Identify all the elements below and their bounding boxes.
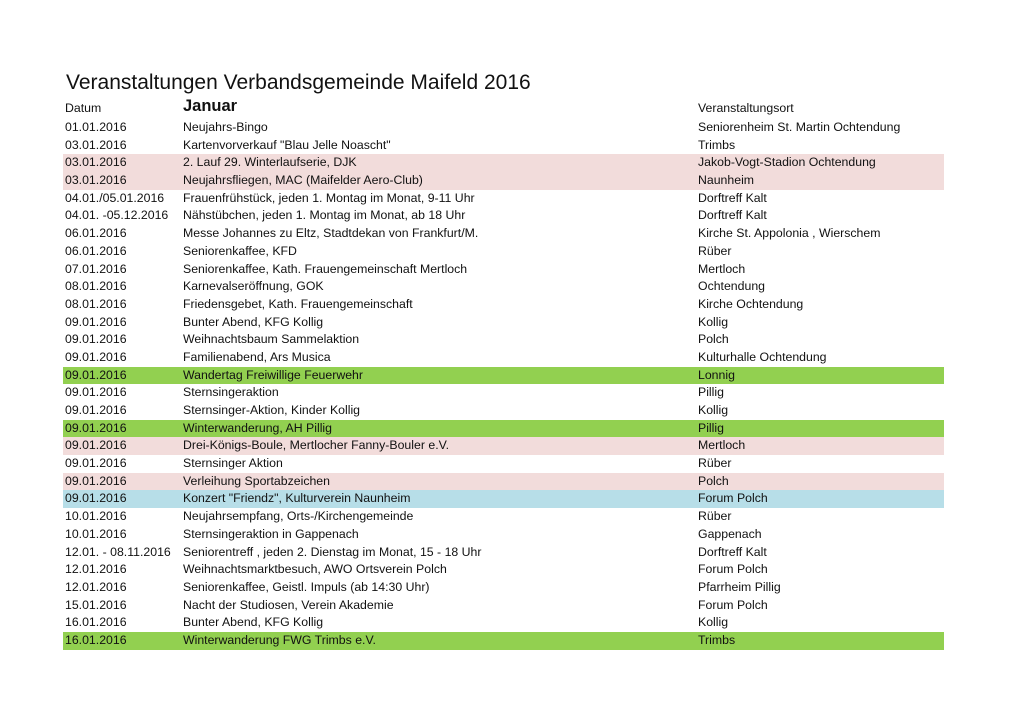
- table-row: [63, 526, 944, 544]
- event-place: Rüber: [698, 456, 732, 471]
- event-date: 12.01.2016: [65, 562, 127, 577]
- event-name: Winterwanderung FWG Trimbs e.V.: [183, 632, 376, 647]
- table-row: [63, 314, 944, 332]
- event-place: Trimbs: [698, 632, 736, 647]
- event-name: Sternsingeraktion: [183, 385, 279, 400]
- event-name: Bunter Abend, KFG Kollig: [183, 615, 324, 630]
- event-name: Sternsinger-Aktion, Kinder Kollig: [183, 403, 361, 417]
- event-date: 06.01.2016: [65, 226, 127, 241]
- event-name: Seniorenkaffee, KFD: [183, 243, 297, 258]
- table-row: [63, 207, 944, 225]
- event-place: Kulturhalle Ochtendung: [698, 349, 827, 364]
- table-row: [63, 367, 944, 385]
- table-row: [63, 384, 944, 402]
- event-place: Naunheim: [698, 173, 755, 188]
- event-place: Rüber: [698, 243, 732, 258]
- event-date: 09.01.2016: [65, 420, 127, 435]
- event-place: Seniorenheim St. Martin Ochtendung: [698, 120, 901, 134]
- event-date: 09.01.2016: [65, 456, 127, 471]
- event-name: Sternsinger Aktion: [183, 456, 283, 471]
- event-place: Kollig: [698, 615, 729, 630]
- event-place: Rüber: [698, 509, 732, 524]
- table-row: [63, 172, 944, 190]
- event-date: 04.01. -05.12.2016: [65, 208, 169, 223]
- event-place: Jakob-Vogt-Stadion Ochtendung: [698, 155, 876, 170]
- month-heading: Januar: [183, 97, 238, 115]
- table-row: [63, 278, 944, 296]
- event-place: Forum Polch: [698, 491, 768, 506]
- event-date: 07.01.2016: [65, 261, 127, 276]
- table-row: [63, 632, 944, 650]
- event-place: Ochtendung: [698, 279, 766, 294]
- event-place: Dorftreff Kalt: [698, 544, 767, 559]
- table-row: [63, 190, 944, 208]
- event-name: Frauenfrühstück, jeden 1. Montag im Monat, 9-11 Uhr: [183, 190, 475, 205]
- event-name: Nähstübchen, jeden 1. Montag im Monat, ab 18 Uhr: [183, 208, 466, 223]
- event-name: Weihnachtsbaum Sammelaktion: [183, 332, 360, 347]
- table-row: [63, 154, 944, 172]
- event-place: Mertloch: [698, 438, 746, 453]
- event-place: Kirche St. Appolonia , Wierschem: [698, 226, 881, 241]
- event-name: Konzert "Friendz", Kulturverein Naunheim: [183, 491, 411, 506]
- event-name: Neujahrs-Bingo: [183, 120, 268, 134]
- event-date: 08.01.2016: [65, 279, 127, 294]
- event-place: Lonnig: [698, 367, 735, 382]
- table-row: [63, 473, 944, 491]
- event-name: Weihnachtsmarktbesuch, AWO Ortsverein Polch: [183, 562, 447, 577]
- event-place: Kirche Ochtendung: [698, 296, 804, 311]
- event-date: 03.01.2016: [65, 137, 127, 152]
- event-name: Sternsingeraktion in Gappenach: [183, 526, 359, 541]
- table-row: [63, 331, 944, 349]
- event-place: Pfarrheim Pillig: [698, 579, 781, 594]
- event-name: Winterwanderung, AH Pillig: [183, 420, 332, 435]
- event-date: 09.01.2016: [65, 491, 127, 506]
- event-place: Kollig: [698, 403, 729, 417]
- event-place: Polch: [698, 473, 729, 488]
- event-name: Kartenvorverkauf "Blau Jelle Noascht": [183, 137, 391, 152]
- event-place: Pillig: [698, 420, 724, 435]
- event-date: 09.01.2016: [65, 332, 127, 347]
- event-date: 03.01.2016: [65, 173, 127, 188]
- table-row: [63, 561, 944, 579]
- table-row: [63, 137, 944, 155]
- table-row: [63, 508, 944, 526]
- page-title: Veranstaltungen Verbandsgemeinde Maifeld 2016: [66, 71, 531, 94]
- event-place: Dorftreff Kalt: [698, 208, 767, 223]
- event-place: Polch: [698, 332, 729, 347]
- event-date: 12.01.2016: [65, 579, 127, 594]
- event-name: Wandertag Freiwillige Feuerwehr: [183, 367, 363, 382]
- table-row: [63, 579, 944, 597]
- table-row: [63, 420, 944, 438]
- table-row: [63, 349, 944, 367]
- table-row: [63, 490, 944, 508]
- event-name: Karnevalseröffnung, GOK: [183, 279, 324, 294]
- event-date: 10.01.2016: [65, 526, 127, 541]
- event-name: 2. Lauf 29. Winterlaufserie, DJK: [183, 155, 357, 170]
- event-name: Verleihung Sportabzeichen: [183, 473, 330, 488]
- event-date: 09.01.2016: [65, 314, 127, 329]
- table-row: [63, 119, 944, 137]
- event-date: 08.01.2016: [65, 296, 127, 311]
- table-row: [63, 544, 944, 562]
- table-row: [63, 597, 944, 615]
- event-name: Drei-Königs-Boule, Mertlocher Fanny-Bouler e.V.: [183, 438, 450, 453]
- table-row: [63, 225, 944, 243]
- table-row: [63, 614, 944, 632]
- event-date: 10.01.2016: [65, 509, 127, 524]
- event-place: Forum Polch: [698, 597, 768, 612]
- events-table: [63, 119, 944, 650]
- event-name: Familienabend, Ars Musica: [183, 349, 331, 364]
- table-row: [63, 296, 944, 314]
- event-name: Friedensgebet, Kath. Frauengemeinschaft: [183, 296, 413, 311]
- event-date: 09.01.2016: [65, 349, 127, 364]
- event-place: Pillig: [698, 385, 724, 400]
- table-row: [63, 402, 944, 420]
- event-date: 09.01.2016: [65, 438, 127, 453]
- event-date: 15.01.2016: [65, 597, 127, 612]
- event-date: 09.01.2016: [65, 367, 127, 382]
- event-date: 01.01.2016: [65, 120, 127, 134]
- event-date: 06.01.2016: [65, 243, 127, 258]
- date-column-header: Datum: [65, 101, 102, 115]
- event-place: Mertloch: [698, 261, 746, 276]
- event-date: 16.01.2016: [65, 632, 127, 647]
- event-name: Nacht der Studiosen, Verein Akademie: [183, 597, 394, 612]
- table-row: [63, 261, 944, 279]
- event-date: 03.01.2016: [65, 155, 127, 170]
- event-name: Seniorentreff , jeden 2. Dienstag im Monat, 15 - 18 Uhr: [183, 544, 482, 559]
- table-header: [63, 97, 943, 119]
- event-date: 09.01.2016: [65, 403, 127, 417]
- event-date: 12.01. - 08.11.2016: [65, 544, 171, 559]
- event-name: Neujahrsempfang, Orts-/Kirchengemeinde: [183, 509, 414, 524]
- event-place: Trimbs: [698, 137, 736, 152]
- event-name: Neujahrsfliegen, MAC (Maifelder Aero-Club): [183, 173, 423, 188]
- event-name: Seniorenkaffee, Kath. Frauengemeinschaft Mertloch: [183, 261, 468, 276]
- event-name: Bunter Abend, KFG Kollig: [183, 314, 324, 329]
- table-row: [63, 243, 944, 261]
- event-date: 16.01.2016: [65, 615, 127, 630]
- event-date: 04.01./05.01.2016: [65, 190, 165, 205]
- event-place: Kollig: [698, 314, 729, 329]
- event-place: Gappenach: [698, 526, 762, 541]
- event-place: Dorftreff Kalt: [698, 190, 767, 205]
- place-column-header: Veranstaltungsort: [698, 101, 794, 115]
- event-name: Seniorenkaffee, Geistl. Impuls (ab 14:30 Uhr): [183, 579, 430, 594]
- event-date: 09.01.2016: [65, 385, 127, 400]
- table-row: [63, 455, 944, 473]
- event-place: Forum Polch: [698, 562, 768, 577]
- event-date: 09.01.2016: [65, 473, 127, 488]
- event-name: Messe Johannes zu Eltz, Stadtdekan von Frankfurt/M.: [183, 226, 479, 241]
- table-row: [63, 437, 944, 455]
